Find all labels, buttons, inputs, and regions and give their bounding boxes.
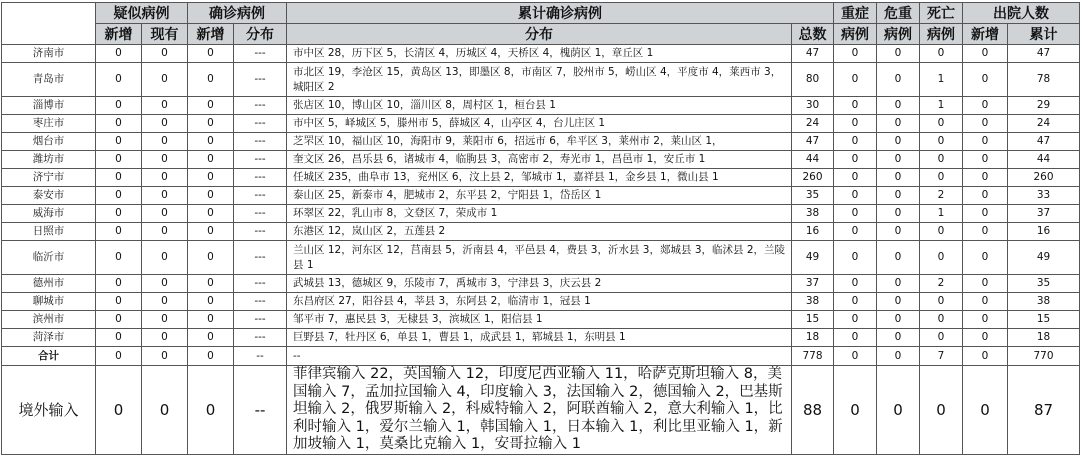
suspected-new-cell: 0 xyxy=(96,293,142,311)
critical-cell: 0 xyxy=(877,241,920,275)
suspected-current-cell: 0 xyxy=(142,347,188,366)
total-row xyxy=(2,347,1080,366)
district-distribution-cell: 兰山区 12，河东区 12，莒南县 5，沂南县 4，平邑县 4，费县 3，沂水县 3，郯城县 3，临沭县 2，兰陵县 1 xyxy=(287,241,792,275)
severe-cell: 0 xyxy=(834,97,877,115)
header-suspected-new: 新增 xyxy=(96,24,142,45)
district-distribution-cell: 菲律宾输入 22，英国输入 12，印度尼西亚输入 11，哈萨克斯坦输入 8，美国输入 7，孟加拉国输入 4，印度输入 3，法国输入 2，德国输入 2，巴基斯坦输入 2，俄罗斯输入 2，科威特输入 2，阿联酋输入 2，意大利输入 1，比利时输入 1，爱尔兰输入 1，韩国输入 1，日本输入 1，利比里亚输入 1，新加坡输入 1，莫桑比克输入 1，安哥拉输入 1 xyxy=(287,366,792,455)
cumulative-total-cell: 16 xyxy=(792,223,834,241)
confirmed-distribution-cell: --- xyxy=(234,311,287,329)
city-cell: 潍坊市 xyxy=(2,151,96,169)
cumulative-total-cell: 49 xyxy=(792,241,834,275)
table-row xyxy=(2,45,1080,63)
death-cell: 0 xyxy=(920,133,963,151)
critical-cell: 0 xyxy=(877,45,920,63)
death-cell: 2 xyxy=(920,187,963,205)
suspected-current-cell: 0 xyxy=(142,97,188,115)
death-cell: 0 xyxy=(920,169,963,187)
confirmed-new-cell: 0 xyxy=(188,241,234,275)
confirmed-new-cell: 0 xyxy=(188,347,234,366)
corner-cell xyxy=(2,3,96,45)
table-row xyxy=(2,311,1080,329)
district-distribution-cell: 邹平市 7，惠民县 3，无棣县 3，滨城区 1，阳信县 1 xyxy=(287,311,792,329)
severe-cell: 0 xyxy=(834,311,877,329)
death-cell: 0 xyxy=(920,293,963,311)
discharged-new-cell: 0 xyxy=(963,187,1008,205)
city-cell: 青岛市 xyxy=(2,63,96,97)
cumulative-total-cell: 80 xyxy=(792,63,834,97)
table-row xyxy=(2,97,1080,115)
imported-row xyxy=(2,366,1080,455)
death-cell: 7 xyxy=(920,347,963,366)
header-severe: 重症 xyxy=(834,3,877,24)
death-cell: 0 xyxy=(920,241,963,275)
suspected-current-cell: 0 xyxy=(142,133,188,151)
death-cell: 0 xyxy=(920,311,963,329)
critical-cell: 0 xyxy=(877,133,920,151)
suspected-new-cell: 0 xyxy=(96,151,142,169)
suspected-current-cell: 0 xyxy=(142,329,188,347)
confirmed-new-cell: 0 xyxy=(188,293,234,311)
discharged-new-cell: 0 xyxy=(963,115,1008,133)
suspected-new-cell: 0 xyxy=(96,223,142,241)
table-row xyxy=(2,223,1080,241)
discharged-total-cell: 35 xyxy=(1008,275,1080,293)
cumulative-total-cell: 38 xyxy=(792,293,834,311)
suspected-new-cell: 0 xyxy=(96,45,142,63)
city-cell: 威海市 xyxy=(2,205,96,223)
city-cell: 合计 xyxy=(2,347,96,366)
severe-cell: 0 xyxy=(834,115,877,133)
critical-cell: 0 xyxy=(877,169,920,187)
discharged-new-cell: 0 xyxy=(963,97,1008,115)
cumulative-total-cell: 30 xyxy=(792,97,834,115)
cumulative-total-cell: 260 xyxy=(792,169,834,187)
discharged-new-cell: 0 xyxy=(963,223,1008,241)
cumulative-total-cell: 37 xyxy=(792,275,834,293)
city-cell: 烟台市 xyxy=(2,133,96,151)
suspected-current-cell: 0 xyxy=(142,205,188,223)
severe-cell: 0 xyxy=(834,45,877,63)
district-distribution-cell: 张店区 10，博山区 10，淄川区 8，周村区 1，桓台县 1 xyxy=(287,97,792,115)
confirmed-distribution-cell: --- xyxy=(234,293,287,311)
district-distribution-cell: 市中区 28，历下区 5，长清区 4，历城区 4，天桥区 4，槐荫区 1，章丘区 1 xyxy=(287,45,792,63)
suspected-current-cell: 0 xyxy=(142,311,188,329)
severe-cell: 0 xyxy=(834,366,877,455)
suspected-new-cell: 0 xyxy=(96,329,142,347)
severe-cell: 0 xyxy=(834,187,877,205)
death-cell: 0 xyxy=(920,223,963,241)
confirmed-distribution-cell: --- xyxy=(234,133,287,151)
district-distribution-cell: 武城县 13，德城区 9，乐陵市 7，禹城市 3，宁津县 3，庆云县 2 xyxy=(287,275,792,293)
suspected-current-cell: 0 xyxy=(142,187,188,205)
severe-cell: 0 xyxy=(834,63,877,97)
suspected-new-cell: 0 xyxy=(96,169,142,187)
critical-cell: 0 xyxy=(877,223,920,241)
table-row xyxy=(2,241,1080,275)
discharged-new-cell: 0 xyxy=(963,169,1008,187)
discharged-total-cell: 78 xyxy=(1008,63,1080,97)
critical-cell: 0 xyxy=(877,115,920,133)
discharged-total-cell: 47 xyxy=(1008,133,1080,151)
header-critical-cases: 病例 xyxy=(877,24,920,45)
header-death-cases: 病例 xyxy=(920,24,963,45)
header-cumulative-distribution: 分布 xyxy=(287,24,792,45)
suspected-new-cell: 0 xyxy=(96,241,142,275)
critical-cell: 0 xyxy=(877,97,920,115)
critical-cell: 0 xyxy=(877,275,920,293)
discharged-new-cell: 0 xyxy=(963,133,1008,151)
table-row xyxy=(2,293,1080,311)
discharged-total-cell: 18 xyxy=(1008,329,1080,347)
death-cell: 2 xyxy=(920,275,963,293)
cumulative-total-cell: 15 xyxy=(792,311,834,329)
confirmed-distribution-cell: --- xyxy=(234,45,287,63)
cumulative-total-cell: 35 xyxy=(792,187,834,205)
death-cell: 1 xyxy=(920,205,963,223)
discharged-new-cell: 0 xyxy=(963,311,1008,329)
severe-cell: 0 xyxy=(834,151,877,169)
district-distribution-cell: 东港区 12，岚山区 2，五莲县 2 xyxy=(287,223,792,241)
confirmed-distribution-cell: --- xyxy=(234,205,287,223)
district-distribution-cell: 东昌府区 27，阳谷县 4，莘县 3，东阿县 2，临清市 1，冠县 1 xyxy=(287,293,792,311)
suspected-current-cell: 0 xyxy=(142,293,188,311)
suspected-current-cell: 0 xyxy=(142,151,188,169)
discharged-total-cell: 38 xyxy=(1008,293,1080,311)
death-cell: 0 xyxy=(920,329,963,347)
confirmed-distribution-cell: --- xyxy=(234,151,287,169)
confirmed-distribution-cell: --- xyxy=(234,275,287,293)
header-discharged-cumulative: 累计 xyxy=(1008,24,1080,45)
discharged-new-cell: 0 xyxy=(963,293,1008,311)
discharged-total-cell: 33 xyxy=(1008,187,1080,205)
discharged-new-cell: 0 xyxy=(963,347,1008,366)
discharged-total-cell: 29 xyxy=(1008,97,1080,115)
confirmed-new-cell: 0 xyxy=(188,151,234,169)
table-row xyxy=(2,187,1080,205)
city-cell: 滨州市 xyxy=(2,311,96,329)
confirmed-new-cell: 0 xyxy=(188,115,234,133)
confirmed-new-cell: 0 xyxy=(188,63,234,97)
suspected-new-cell: 0 xyxy=(96,347,142,366)
header-row-group xyxy=(2,3,1080,24)
confirmed-new-cell: 0 xyxy=(188,205,234,223)
discharged-new-cell: 0 xyxy=(963,45,1008,63)
confirmed-new-cell: 0 xyxy=(188,275,234,293)
city-cell: 淄博市 xyxy=(2,97,96,115)
cumulative-total-cell: 47 xyxy=(792,45,834,63)
header-row-sub xyxy=(2,24,1080,45)
header-discharged-new: 新增 xyxy=(963,24,1008,45)
discharged-total-cell: 47 xyxy=(1008,45,1080,63)
header-confirmed-new: 新增 xyxy=(188,24,234,45)
suspected-new-cell: 0 xyxy=(96,115,142,133)
confirmed-distribution-cell: --- xyxy=(234,223,287,241)
discharged-new-cell: 0 xyxy=(963,63,1008,97)
discharged-total-cell: 260 xyxy=(1008,169,1080,187)
suspected-new-cell: 0 xyxy=(96,205,142,223)
cumulative-total-cell: 47 xyxy=(792,133,834,151)
district-distribution-cell: -- xyxy=(287,347,792,366)
severe-cell: 0 xyxy=(834,169,877,187)
table-body xyxy=(2,45,1080,455)
district-distribution-cell: 市中区 5，峄城区 5，滕州市 5，薛城区 4，山亭区 4，台儿庄区 1 xyxy=(287,115,792,133)
district-distribution-cell: 任城区 235，曲阜市 13，兖州区 6，汶上县 2，邹城市 1，嘉祥县 1，金乡县 1，微山县 1 xyxy=(287,169,792,187)
death-cell: 0 xyxy=(920,151,963,169)
death-cell: 0 xyxy=(920,366,963,455)
table-row xyxy=(2,275,1080,293)
city-cell: 济宁市 xyxy=(2,169,96,187)
critical-cell: 0 xyxy=(877,293,920,311)
city-cell: 济南市 xyxy=(2,45,96,63)
district-distribution-cell: 奎文区 26，昌乐县 6，诸城市 4，临朐县 3，高密市 2，寿光市 1，昌邑市 1，安丘市 1 xyxy=(287,151,792,169)
cumulative-total-cell: 778 xyxy=(792,347,834,366)
death-cell: 0 xyxy=(920,45,963,63)
discharged-new-cell: 0 xyxy=(963,205,1008,223)
suspected-new-cell: 0 xyxy=(96,133,142,151)
critical-cell: 0 xyxy=(877,311,920,329)
confirmed-distribution-cell: --- xyxy=(234,187,287,205)
header-cumulative-total: 总数 xyxy=(792,24,834,45)
suspected-current-cell: 0 xyxy=(142,275,188,293)
discharged-total-cell: 44 xyxy=(1008,151,1080,169)
confirmed-new-cell: 0 xyxy=(188,97,234,115)
suspected-new-cell: 0 xyxy=(96,97,142,115)
critical-cell: 0 xyxy=(877,347,920,366)
discharged-new-cell: 0 xyxy=(963,241,1008,275)
suspected-new-cell: 0 xyxy=(96,63,142,97)
cumulative-total-cell: 18 xyxy=(792,329,834,347)
city-cell: 临沂市 xyxy=(2,241,96,275)
suspected-new-cell: 0 xyxy=(96,187,142,205)
city-cell: 境外输入 xyxy=(2,366,96,455)
header-suspected: 疑似病例 xyxy=(96,3,188,24)
cumulative-total-cell: 44 xyxy=(792,151,834,169)
city-cell: 德州市 xyxy=(2,275,96,293)
table-row xyxy=(2,63,1080,97)
city-cell: 菏泽市 xyxy=(2,329,96,347)
suspected-new-cell: 0 xyxy=(96,366,142,455)
suspected-current-cell: 0 xyxy=(142,115,188,133)
confirmed-distribution-cell: --- xyxy=(234,97,287,115)
city-cell: 泰安市 xyxy=(2,187,96,205)
table-row xyxy=(2,115,1080,133)
critical-cell: 0 xyxy=(877,187,920,205)
cumulative-total-cell: 88 xyxy=(792,366,834,455)
header-death: 死亡 xyxy=(920,3,963,24)
critical-cell: 0 xyxy=(877,63,920,97)
header-cumulative: 累计确诊病例 xyxy=(287,3,834,24)
severe-cell: 0 xyxy=(834,329,877,347)
death-cell: 1 xyxy=(920,97,963,115)
suspected-new-cell: 0 xyxy=(96,275,142,293)
header-confirmed: 确诊病例 xyxy=(188,3,287,24)
header-discharged: 出院人数 xyxy=(963,3,1080,24)
discharged-new-cell: 0 xyxy=(963,275,1008,293)
district-distribution-cell: 巨野县 7，牡丹区 6，单县 1，曹县 1，成武县 1，郓城县 1，东明县 1 xyxy=(287,329,792,347)
table-row xyxy=(2,329,1080,347)
header-severe-cases: 病例 xyxy=(834,24,877,45)
confirmed-distribution-cell: -- xyxy=(234,347,287,366)
discharged-total-cell: 770 xyxy=(1008,347,1080,366)
confirmed-new-cell: 0 xyxy=(188,223,234,241)
severe-cell: 0 xyxy=(834,241,877,275)
district-distribution-cell: 泰山区 25，新泰市 4，肥城市 2，东平县 2，宁阳县 1，岱岳区 1 xyxy=(287,187,792,205)
header-critical: 危重 xyxy=(877,3,920,24)
death-cell: 0 xyxy=(920,115,963,133)
table-row xyxy=(2,169,1080,187)
confirmed-new-cell: 0 xyxy=(188,366,234,455)
city-cell: 日照市 xyxy=(2,223,96,241)
suspected-current-cell: 0 xyxy=(142,63,188,97)
suspected-new-cell: 0 xyxy=(96,311,142,329)
district-distribution-cell: 环翠区 22，乳山市 8，文登区 7，荣成市 1 xyxy=(287,205,792,223)
severe-cell: 0 xyxy=(834,205,877,223)
discharged-total-cell: 37 xyxy=(1008,205,1080,223)
confirmed-new-cell: 0 xyxy=(188,329,234,347)
confirmed-distribution-cell: -- xyxy=(234,366,287,455)
suspected-current-cell: 0 xyxy=(142,241,188,275)
confirmed-distribution-cell: --- xyxy=(234,329,287,347)
table-row xyxy=(2,133,1080,151)
critical-cell: 0 xyxy=(877,205,920,223)
severe-cell: 0 xyxy=(834,223,877,241)
discharged-new-cell: 0 xyxy=(963,151,1008,169)
header-confirmed-distribution: 分布 xyxy=(234,24,287,45)
confirmed-distribution-cell: --- xyxy=(234,115,287,133)
confirmed-new-cell: 0 xyxy=(188,133,234,151)
table-row xyxy=(2,151,1080,169)
suspected-current-cell: 0 xyxy=(142,223,188,241)
discharged-total-cell: 87 xyxy=(1008,366,1080,455)
table-row xyxy=(2,205,1080,223)
district-distribution-cell: 市北区 19，李沧区 15，黄岛区 13，即墨区 8，市南区 7，胶州市 5，崂山区 4，平度市 4，莱西市 3，城阳区 2 xyxy=(287,63,792,97)
discharged-new-cell: 0 xyxy=(963,329,1008,347)
severe-cell: 0 xyxy=(834,347,877,366)
confirmed-new-cell: 0 xyxy=(188,45,234,63)
covid-statistics-table xyxy=(1,2,1080,455)
discharged-total-cell: 24 xyxy=(1008,115,1080,133)
severe-cell: 0 xyxy=(834,275,877,293)
suspected-current-cell: 0 xyxy=(142,366,188,455)
confirmed-new-cell: 0 xyxy=(188,311,234,329)
confirmed-distribution-cell: --- xyxy=(234,63,287,97)
severe-cell: 0 xyxy=(834,133,877,151)
discharged-total-cell: 15 xyxy=(1008,311,1080,329)
confirmed-new-cell: 0 xyxy=(188,187,234,205)
suspected-current-cell: 0 xyxy=(142,169,188,187)
confirmed-new-cell: 0 xyxy=(188,169,234,187)
city-cell: 聊城市 xyxy=(2,293,96,311)
severe-cell: 0 xyxy=(834,293,877,311)
critical-cell: 0 xyxy=(877,329,920,347)
discharged-new-cell: 0 xyxy=(963,366,1008,455)
suspected-current-cell: 0 xyxy=(142,45,188,63)
confirmed-distribution-cell: --- xyxy=(234,241,287,275)
cumulative-total-cell: 24 xyxy=(792,115,834,133)
confirmed-distribution-cell: --- xyxy=(234,169,287,187)
discharged-total-cell: 16 xyxy=(1008,223,1080,241)
district-distribution-cell: 芝罘区 10，福山区 10，海阳市 9，莱阳市 6，招远市 6，牟平区 3，莱州市 2，莱山区 1， xyxy=(287,133,792,151)
city-cell: 枣庄市 xyxy=(2,115,96,133)
critical-cell: 0 xyxy=(877,366,920,455)
header-suspected-current: 现有 xyxy=(142,24,188,45)
discharged-total-cell: 49 xyxy=(1008,241,1080,275)
cumulative-total-cell: 38 xyxy=(792,205,834,223)
critical-cell: 0 xyxy=(877,151,920,169)
death-cell: 1 xyxy=(920,63,963,97)
